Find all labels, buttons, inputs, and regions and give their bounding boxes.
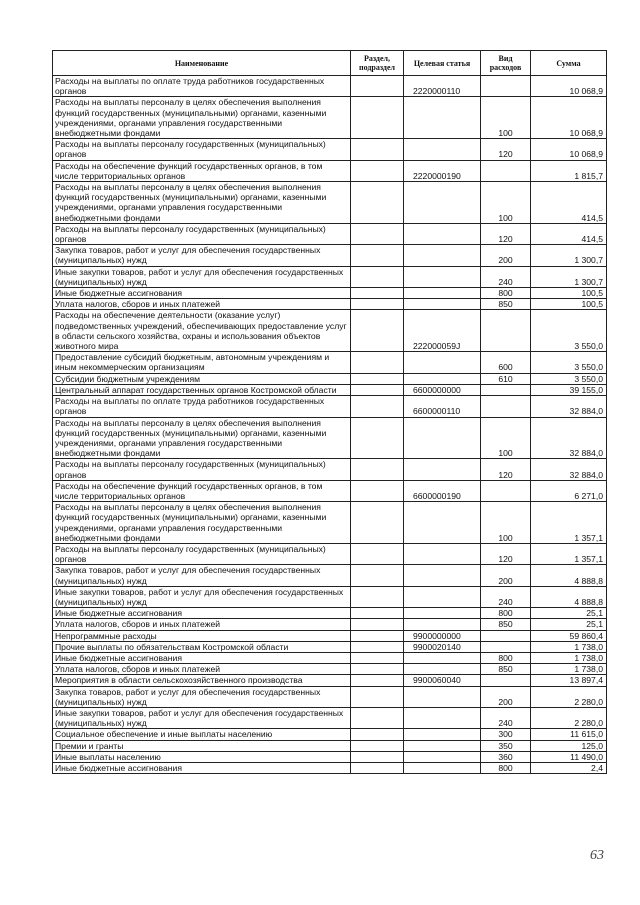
- row-name: Иные закупки товаров, работ и услуг для обеспечения государственных (муниципальных) нужд: [53, 707, 351, 728]
- row-name: Расходы на обеспечение функций государственных органов, в том числе территориальных органов: [53, 480, 351, 501]
- row-sum: 414,5: [531, 223, 607, 244]
- table-row: [53, 288, 607, 299]
- row-section: [351, 182, 404, 224]
- row-section: [351, 384, 404, 395]
- row-section: [351, 641, 404, 652]
- budget-table: [52, 50, 607, 774]
- row-sum: 1 738,0: [531, 664, 607, 675]
- table-row: [53, 707, 607, 728]
- row-sum: 4 888,8: [531, 586, 607, 607]
- row-sum: 39 155,0: [531, 384, 607, 395]
- row-name: Премии и гранты: [53, 740, 351, 751]
- table-row: [53, 641, 607, 652]
- budget-table-page: [52, 50, 606, 774]
- row-section: [351, 459, 404, 480]
- table-row: [53, 675, 607, 686]
- row-code: 9900060040: [404, 675, 481, 686]
- row-section: [351, 480, 404, 501]
- row-kind: 800: [481, 288, 531, 299]
- row-kind: [481, 310, 531, 352]
- row-code: 6600000190: [404, 480, 481, 501]
- row-section: [351, 543, 404, 564]
- row-kind: 240: [481, 266, 531, 287]
- row-name: Социальное обеспечение и иные выплаты населению: [53, 729, 351, 740]
- row-sum: 100,5: [531, 299, 607, 310]
- row-section: [351, 729, 404, 740]
- header-code: Целевая статья: [404, 51, 481, 76]
- row-section: [351, 76, 404, 97]
- table-row: [53, 384, 607, 395]
- row-code: [404, 586, 481, 607]
- row-kind: 100: [481, 182, 531, 224]
- header-name: Наименование: [53, 51, 351, 76]
- row-kind: 120: [481, 139, 531, 160]
- row-sum: 1 357,1: [531, 543, 607, 564]
- row-sum: 10 068,9: [531, 139, 607, 160]
- row-section: [351, 502, 404, 544]
- row-name: Расходы на выплаты персоналу государственных (муниципальных) органов: [53, 543, 351, 564]
- row-name: Мероприятия в области сельскохозяйственного производства: [53, 675, 351, 686]
- row-code: [404, 182, 481, 224]
- row-code: 9900020140: [404, 641, 481, 652]
- row-kind: 100: [481, 97, 531, 139]
- row-sum: 125,0: [531, 740, 607, 751]
- row-sum: 1 815,7: [531, 160, 607, 181]
- row-name: Закупка товаров, работ и услуг для обеспечения государственных (муниципальных) нужд: [53, 686, 351, 707]
- row-name: Иные бюджетные ассигнования: [53, 652, 351, 663]
- row-name: Иные закупки товаров, работ и услуг для обеспечения государственных (муниципальных) нужд: [53, 586, 351, 607]
- row-name: Расходы на выплаты персоналу в целях обеспечения выполнения функций государственных (муниципальными) органами, казенными учреждениями, органами управления государственными внебюджетными фондами: [53, 417, 351, 459]
- row-name: Уплата налогов, сборов и иных платежей: [53, 299, 351, 310]
- row-code: [404, 266, 481, 287]
- row-code: [404, 729, 481, 740]
- row-kind: 200: [481, 565, 531, 586]
- row-name: Расходы на выплаты персоналу государственных (муниципальных) органов: [53, 139, 351, 160]
- table-row: [53, 97, 607, 139]
- table-row: [53, 740, 607, 751]
- row-sum: 59 860,4: [531, 630, 607, 641]
- row-name: Иные выплаты населению: [53, 751, 351, 762]
- row-code: [404, 707, 481, 728]
- row-kind: 240: [481, 586, 531, 607]
- row-section: [351, 266, 404, 287]
- row-section: [351, 586, 404, 607]
- row-sum: 2 280,0: [531, 707, 607, 728]
- row-section: [351, 652, 404, 663]
- row-kind: [481, 384, 531, 395]
- row-sum: 1 357,1: [531, 502, 607, 544]
- header-section: Раздел, подраздел: [351, 51, 404, 76]
- table-row: [53, 459, 607, 480]
- row-kind: [481, 630, 531, 641]
- row-code: [404, 139, 481, 160]
- row-sum: 10 068,9: [531, 97, 607, 139]
- table-header: [53, 51, 607, 76]
- table-row: [53, 652, 607, 663]
- row-sum: 2,4: [531, 763, 607, 774]
- row-name: Закупка товаров, работ и услуг для обеспечения государственных (муниципальных) нужд: [53, 245, 351, 266]
- row-code: [404, 417, 481, 459]
- row-kind: 200: [481, 245, 531, 266]
- row-name: Прочие выплаты по обязательствам Костромской области: [53, 641, 351, 652]
- row-section: [351, 97, 404, 139]
- row-kind: [481, 76, 531, 97]
- row-code: [404, 299, 481, 310]
- row-section: [351, 310, 404, 352]
- table-row: [53, 664, 607, 675]
- row-code: 2220000190: [404, 160, 481, 181]
- table-row: [53, 139, 607, 160]
- row-sum: 6 271,0: [531, 480, 607, 501]
- row-kind: 850: [481, 664, 531, 675]
- table-body: [53, 76, 607, 774]
- table-row: [53, 76, 607, 97]
- row-name: Центральный аппарат государственных органов Костромской области: [53, 384, 351, 395]
- table-row: [53, 729, 607, 740]
- row-code: [404, 288, 481, 299]
- row-name: Непрограммные расходы: [53, 630, 351, 641]
- table-row: [53, 417, 607, 459]
- row-section: [351, 664, 404, 675]
- row-section: [351, 763, 404, 774]
- table-row: [53, 245, 607, 266]
- header-kind: Вид расходов: [481, 51, 531, 76]
- row-sum: 11 490,0: [531, 751, 607, 762]
- row-sum: 25,1: [531, 619, 607, 630]
- row-name: Уплата налогов, сборов и иных платежей: [53, 619, 351, 630]
- table-row: [53, 299, 607, 310]
- row-section: [351, 139, 404, 160]
- row-section: [351, 373, 404, 384]
- row-section: [351, 396, 404, 417]
- row-name: Субсидии бюджетным учреждениям: [53, 373, 351, 384]
- row-section: [351, 751, 404, 762]
- table-row: [53, 619, 607, 630]
- row-sum: 4 888,8: [531, 565, 607, 586]
- row-section: [351, 417, 404, 459]
- row-name: Расходы на обеспечение деятельности (оказание услуг) подведомственных учреждений, обеспечивающих предоставление услуг в области сельского хозяйства, охраны и использования объектов животного мира: [53, 310, 351, 352]
- row-section: [351, 223, 404, 244]
- row-kind: 350: [481, 740, 531, 751]
- table-row: [53, 223, 607, 244]
- row-kind: 600: [481, 352, 531, 373]
- row-kind: [481, 480, 531, 501]
- row-code: 9900000000: [404, 630, 481, 641]
- row-section: [351, 675, 404, 686]
- row-code: 222000059J: [404, 310, 481, 352]
- row-name: Иные закупки товаров, работ и услуг для обеспечения государственных (муниципальных) нужд: [53, 266, 351, 287]
- row-kind: 800: [481, 652, 531, 663]
- table-row: [53, 586, 607, 607]
- row-sum: 1 738,0: [531, 641, 607, 652]
- table-row: [53, 480, 607, 501]
- table-row: [53, 352, 607, 373]
- row-name: Иные бюджетные ассигнования: [53, 763, 351, 774]
- row-kind: [481, 641, 531, 652]
- row-sum: 13 897,4: [531, 675, 607, 686]
- row-code: [404, 97, 481, 139]
- row-code: [404, 543, 481, 564]
- row-section: [351, 608, 404, 619]
- row-sum: 25,1: [531, 608, 607, 619]
- row-section: [351, 160, 404, 181]
- row-section: [351, 352, 404, 373]
- row-code: [404, 619, 481, 630]
- row-kind: 800: [481, 608, 531, 619]
- row-section: [351, 299, 404, 310]
- row-kind: 240: [481, 707, 531, 728]
- row-code: [404, 223, 481, 244]
- row-kind: 300: [481, 729, 531, 740]
- row-name: Расходы на выплаты персоналу в целях обеспечения выполнения функций государственных (муниципальными) органами, казенными учреждениями, органами управления государственными внебюджетными фондами: [53, 97, 351, 139]
- header-sum: Сумма: [531, 51, 607, 76]
- table-row: [53, 543, 607, 564]
- row-kind: [481, 160, 531, 181]
- row-section: [351, 707, 404, 728]
- row-code: [404, 373, 481, 384]
- row-name: Расходы на выплаты персоналу в целях обеспечения выполнения функций государственных (муниципальными) органами, казенными учреждениями, органами управления государственными внебюджетными фондами: [53, 502, 351, 544]
- table-row: [53, 630, 607, 641]
- row-sum: 414,5: [531, 182, 607, 224]
- row-code: [404, 608, 481, 619]
- row-section: [351, 686, 404, 707]
- row-sum: 1 300,7: [531, 245, 607, 266]
- table-row: [53, 373, 607, 384]
- row-section: [351, 288, 404, 299]
- page-number: 63: [590, 848, 604, 863]
- row-name: Уплата налогов, сборов и иных платежей: [53, 664, 351, 675]
- row-name: Расходы на выплаты персоналу государственных (муниципальных) органов: [53, 459, 351, 480]
- table-row: [53, 396, 607, 417]
- row-kind: 850: [481, 299, 531, 310]
- row-sum: 1 300,7: [531, 266, 607, 287]
- row-code: [404, 459, 481, 480]
- row-code: [404, 352, 481, 373]
- row-code: [404, 751, 481, 762]
- row-section: [351, 630, 404, 641]
- table-row: [53, 608, 607, 619]
- row-sum: 3 550,0: [531, 352, 607, 373]
- row-code: 2220000110: [404, 76, 481, 97]
- row-sum: 32 884,0: [531, 459, 607, 480]
- row-code: [404, 664, 481, 675]
- row-kind: 850: [481, 619, 531, 630]
- row-code: [404, 740, 481, 751]
- table-row: [53, 686, 607, 707]
- row-name: Расходы на выплаты по оплате труда работников государственных органов: [53, 76, 351, 97]
- row-sum: 32 884,0: [531, 396, 607, 417]
- row-kind: 360: [481, 751, 531, 762]
- row-kind: [481, 675, 531, 686]
- row-name: Расходы на обеспечение функций государственных органов, в том числе территориальных органов: [53, 160, 351, 181]
- row-sum: 2 280,0: [531, 686, 607, 707]
- row-kind: 120: [481, 223, 531, 244]
- row-name: Расходы на выплаты персоналу в целях обеспечения выполнения функций государственных (муниципальными) органами, казенными учреждениями, органами управления государственными внебюджетными фондами: [53, 182, 351, 224]
- row-name: Закупка товаров, работ и услуг для обеспечения государственных (муниципальных) нужд: [53, 565, 351, 586]
- row-code: [404, 245, 481, 266]
- row-code: [404, 652, 481, 663]
- row-name: Иные бюджетные ассигнования: [53, 608, 351, 619]
- table-row: [53, 565, 607, 586]
- table-row: [53, 310, 607, 352]
- row-section: [351, 565, 404, 586]
- row-sum: 1 738,0: [531, 652, 607, 663]
- row-kind: 100: [481, 417, 531, 459]
- row-section: [351, 245, 404, 266]
- row-sum: 100,5: [531, 288, 607, 299]
- table-row: [53, 763, 607, 774]
- row-kind: 120: [481, 543, 531, 564]
- row-sum: 11 615,0: [531, 729, 607, 740]
- row-name: Расходы на выплаты персоналу государственных (муниципальных) органов: [53, 223, 351, 244]
- table-row: [53, 502, 607, 544]
- row-section: [351, 619, 404, 630]
- row-kind: [481, 396, 531, 417]
- row-sum: 3 550,0: [531, 373, 607, 384]
- row-name: Расходы на выплаты по оплате труда работников государственных органов: [53, 396, 351, 417]
- row-code: [404, 565, 481, 586]
- table-row: [53, 266, 607, 287]
- row-section: [351, 740, 404, 751]
- row-kind: 200: [481, 686, 531, 707]
- row-sum: 3 550,0: [531, 310, 607, 352]
- row-code: 6600000000: [404, 384, 481, 395]
- table-row: [53, 751, 607, 762]
- table-row: [53, 160, 607, 181]
- row-sum: 32 884,0: [531, 417, 607, 459]
- row-name: Предоставление субсидий бюджетным, автономным учреждениям и иным некоммерческим организациям: [53, 352, 351, 373]
- row-kind: 120: [481, 459, 531, 480]
- row-code: 6600000110: [404, 396, 481, 417]
- table-row: [53, 182, 607, 224]
- row-kind: 100: [481, 502, 531, 544]
- row-sum: 10 068,9: [531, 76, 607, 97]
- row-kind: 800: [481, 763, 531, 774]
- row-code: [404, 502, 481, 544]
- row-name: Иные бюджетные ассигнования: [53, 288, 351, 299]
- row-kind: 610: [481, 373, 531, 384]
- row-code: [404, 763, 481, 774]
- row-code: [404, 686, 481, 707]
